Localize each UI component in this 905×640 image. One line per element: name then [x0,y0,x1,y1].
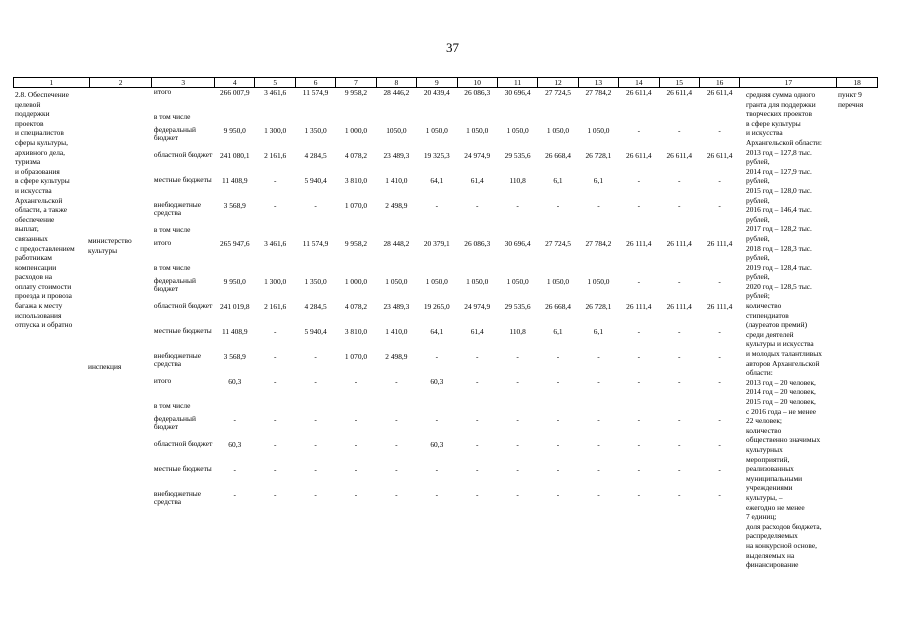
amount-cell: - [637,351,641,361]
column-header: 9 [417,78,457,88]
amount-cell [578,226,618,239]
amount-cell: 1 000,0 [344,276,368,286]
amount-cell: 11 408,9 [221,326,248,336]
amount-cell: 3 461,6 [264,238,287,248]
amount-cell [699,113,739,126]
column-header: 13 [578,78,618,88]
amount-cell: - [637,125,641,135]
amount-cell: 3 461,6 [264,88,287,97]
column-header: 16 [699,78,739,88]
funding-source: областной бюджет [153,300,213,310]
amount-cell: 64,1 [430,326,444,336]
amount-cell: - [273,439,277,449]
amount-cell [376,113,416,126]
amount-cell: - [475,439,479,449]
funding-source: в том числе [153,400,191,410]
amount-cell [699,226,739,239]
amount-cell: 19 265,0 [423,301,450,311]
amount-cell: - [475,376,479,386]
amount-cell: - [273,414,277,424]
amount-cell [699,402,739,415]
column-header: 8 [376,78,416,88]
amount-cell: 64,1 [430,175,444,185]
amount-cell: 241 080,1 [219,150,250,160]
column-header: 4 [215,78,255,88]
amount-cell [376,264,416,277]
column-header: 6 [295,78,335,88]
column-header: 12 [538,78,578,88]
amount-cell [497,264,537,277]
amount-cell: 20 439,4 [423,88,450,97]
amount-cell: 20 379,1 [423,238,450,248]
amount-cell [699,264,739,277]
amount-cell [538,226,578,239]
amount-cell: 1 050,0 [546,125,570,135]
amount-cell [336,113,376,126]
amount-cell: 4 284,5 [304,150,327,160]
amount-cell: 1 070,0 [344,351,368,361]
amount-cell [578,402,618,415]
amount-cell [538,402,578,415]
amount-cell [538,113,578,126]
amount-cell: 1 050,0 [546,276,570,286]
amount-cell [457,113,497,126]
amount-cell: 3 810,0 [344,326,368,336]
amount-cell: 24 974,9 [464,301,491,311]
column-header: 1 [14,78,90,88]
amount-cell [457,226,497,239]
funding-source: областной бюджет [153,438,213,448]
amount-cell: 9 958,2 [344,88,368,97]
amount-cell: 2 498,9 [385,200,408,210]
amount-cell: 1 050,0 [466,276,489,286]
amount-cell [295,402,335,415]
amount-cell: - [597,489,600,499]
amount-cell: - [354,464,358,474]
amount-cell: 6,1 [593,175,604,185]
amount-cell: 1 050,0 [587,125,610,135]
amount-cell: 26 086,3 [464,88,491,97]
amount-cell: - [678,464,681,474]
amount-cell [295,226,335,239]
amount-cell: - [233,464,236,474]
amount-cell [255,264,295,277]
column-header: 17 [740,78,837,88]
amount-cell: 1 350,0 [304,276,327,286]
column-header: 14 [619,78,659,88]
amount-cell: 23 489,3 [383,150,410,160]
amount-cell [497,226,537,239]
amount-cell: 11 408,9 [221,175,248,185]
amount-cell: - [354,414,358,424]
amount-cell: 5 940,4 [304,326,327,336]
amount-cell: 6,1 [593,326,604,336]
amount-cell: 23 489,3 [383,301,410,311]
funding-source: в том числе [153,262,191,272]
amount-cell [215,226,255,239]
amount-cell: 110,8 [509,326,526,336]
amount-cell: - [273,200,277,210]
amount-cell [295,113,335,126]
amount-cell [497,113,537,126]
amount-cell [417,402,457,415]
amount-cell: 28 446,2 [383,88,410,97]
amount-cell: - [354,489,358,499]
amount-cell: 4 284,5 [304,301,327,311]
target-indicators: средняя сумма одного гранта для поддержки творческих проектов в сфере культуры и искусства Архангельской области: 2013 год – 127,8 тыс. рублей, 2014 год – 127,9 тыс. рублей, 2015 год – 128,0 тыс. рублей, 2016 год – 146,4 тыс. рублей, 2017 год – 128,2 тыс. рублей, 2018 год – 128,3 тыс. рублей, 2019 год – 128,4 тыс. рублей, 2020 год – 128,5 тыс. рублей; количество стипендиатов (лауреатов премий) среди деятелей культуры и искусства и молодых талантливых авторов Архангельской области: 2013 год – 20 человек, 2014 год – 20 человек, 2015 год – 20 человек, с 2016 года – не менее 22 человек; количество общественно значимых культурных мероприятий, реализованных муниципальными учреждениями культуры, – ежегодно не менее 7 единиц; доля расходов бюджета, распределяемых на конкурсной основе, выделяемых на финансирование [746,90,822,570]
amount-cell: 60,3 [430,439,444,449]
amount-cell: 26 668,4 [545,301,571,311]
amount-cell: 60,3 [430,376,444,386]
amount-cell: - [678,276,681,286]
amount-cell: 1 410,0 [385,175,408,185]
amount-cell: 24 974,9 [464,150,491,160]
amount-cell: 2 498,9 [385,351,408,361]
amount-cell: 9 950,0 [223,125,246,135]
amount-cell: 26 611,4 [706,88,733,97]
funding-source: внебюджетные средства [153,488,202,506]
page-number: 37 [446,40,459,55]
amount-cell: 27 784,2 [585,88,612,97]
amount-cell [336,264,376,277]
amount-cell: 1 300,0 [264,125,287,135]
amount-cell: - [597,464,600,474]
amount-cell: - [395,489,398,499]
list-item-reference: пункт 9 перечня [838,90,864,109]
funding-source: в том числе [153,111,191,121]
amount-cell: - [395,439,398,449]
funding-source: местные бюджеты [153,325,212,335]
amount-cell: 4 078,2 [344,301,368,311]
amount-cell: - [395,414,398,424]
amount-cell: - [516,489,519,499]
amount-cell: - [678,376,681,386]
amount-cell: - [395,376,398,386]
amount-cell: 110,8 [509,175,526,185]
amount-cell: - [233,489,236,499]
amount-cell: - [556,439,560,449]
amount-cell: - [678,125,681,135]
funding-source: итого [153,87,172,96]
amount-cell [215,264,255,277]
amount-cell: - [597,351,600,361]
amount-cell: - [597,376,600,386]
amount-cell [417,264,457,277]
amount-cell: - [475,200,479,210]
column-header: 10 [457,78,497,88]
amount-cell [255,226,295,239]
amount-cell: - [314,351,317,361]
amount-cell: - [637,414,641,424]
amount-cell: 1050,0 [386,125,407,135]
amount-cell: 3 568,9 [223,351,246,361]
amount-cell: - [516,439,519,449]
column-header: 11 [497,78,537,88]
executor-name: инспекция [88,362,122,371]
amount-cell: 27 724,5 [545,88,571,97]
amount-cell: 265 947,6 [219,238,250,248]
amount-cell: - [597,200,600,210]
amount-cell [578,113,618,126]
amount-cell: 26 611,4 [626,88,652,97]
funding-source: федеральный бюджет [153,413,196,431]
amount-cell: 2 161,6 [264,301,287,311]
amount-cell: - [314,439,317,449]
amount-cell: - [314,200,317,210]
funding-source: внебюджетные средства [153,350,202,368]
amount-cell [538,264,578,277]
measure-description: 2.8. Обеспечение целевой поддержки проектов и специалистов сферы культуры, архивного дела, туризма и образования в сфере культуры и искусства Архангельской области, а также обеспечение выплат, связанных с предоставлением работникам компенсации расходов на оплату стоимости проезда и провоза багажа к месту использования отпуска и обратно [15,90,75,330]
amount-cell: - [354,376,358,386]
funding-source: внебюджетные средства [153,199,202,217]
amount-cell [336,226,376,239]
funding-source: федеральный бюджет [153,275,196,293]
funding-source: федеральный бюджет [153,124,196,142]
amount-cell: - [475,414,479,424]
amount-cell: - [556,351,560,361]
amount-cell: 241 019,8 [219,301,250,311]
column-header: 15 [659,78,699,88]
amount-cell: - [273,351,277,361]
amount-cell: 26 111,4 [666,238,692,248]
amount-cell: 26 611,4 [626,150,652,160]
amount-cell: 26 611,4 [666,88,693,97]
amount-cell: - [678,414,681,424]
amount-cell: - [718,125,721,135]
amount-cell: - [395,464,398,474]
amount-cell [457,402,497,415]
amount-cell [417,113,457,126]
amount-cell: - [718,414,721,424]
amount-cell: - [718,351,721,361]
amount-cell: 4 078,2 [344,150,368,160]
amount-cell: - [314,489,317,499]
amount-cell: - [273,464,277,474]
column-header: 2 [89,78,152,88]
amount-cell [659,264,699,277]
amount-cell: - [314,376,317,386]
amount-cell: 28 448,2 [383,238,410,248]
amount-cell: - [637,376,641,386]
amount-cell: - [678,439,681,449]
amount-cell: 26 111,4 [666,301,692,311]
amount-cell: - [435,489,439,499]
amount-cell: - [718,175,721,185]
amount-cell: 1 410,0 [385,326,408,336]
amount-cell: - [556,200,560,210]
amount-cell: - [678,175,681,185]
amount-cell: 9 950,0 [223,276,246,286]
amount-cell: - [597,414,600,424]
funding-source: областной бюджет [153,149,213,159]
amount-cell [255,402,295,415]
amount-cell: - [637,439,641,449]
amount-cell: 1 350,0 [304,125,327,135]
amount-cell: 1 050,0 [506,125,529,135]
amount-cell: - [314,414,317,424]
amount-cell: 266 007,9 [219,88,250,97]
amount-cell: 6,1 [553,326,563,336]
header-row [14,78,878,88]
amount-cell: - [637,175,641,185]
amount-cell: 30 696,4 [504,238,531,248]
amount-cell: 9 958,2 [344,238,368,248]
amount-cell: 60,3 [228,439,242,449]
amount-cell: 26 111,4 [626,238,652,248]
amount-cell: 1 050,0 [587,276,610,286]
amount-cell [417,226,457,239]
amount-cell: 1 050,0 [425,276,448,286]
column-header: 3 [152,78,215,88]
executor-name: министерство культуры [88,236,132,255]
amount-cell [578,264,618,277]
amount-cell [497,402,537,415]
amount-cell: 26 111,4 [706,301,733,311]
amount-cell: - [678,489,681,499]
amount-cell [619,402,659,415]
amount-cell: 61,4 [470,175,484,185]
amount-cell: - [597,439,600,449]
amount-cell: - [273,326,277,336]
amount-cell: - [233,414,236,424]
amount-cell [659,402,699,415]
amount-cell: - [516,200,519,210]
amount-cell: 6,1 [553,175,563,185]
amount-cell: - [718,276,721,286]
amount-cell: - [556,414,560,424]
amount-cell: - [516,376,519,386]
amount-cell [659,113,699,126]
amount-cell: - [678,351,681,361]
amount-cell: - [637,200,641,210]
amount-cell: 26 611,4 [666,150,693,160]
amount-cell [457,264,497,277]
funding-source: в том числе [153,224,191,234]
amount-cell: 1 050,0 [506,276,529,286]
amount-cell: - [516,464,519,474]
amount-cell: - [556,376,560,386]
amount-cell: - [718,200,721,210]
amount-cell: 29 535,6 [504,150,531,160]
funding-source: местные бюджеты [153,463,212,473]
amount-cell: 1 300,0 [264,276,287,286]
amount-cell [619,226,659,239]
amount-cell: - [637,326,641,336]
amount-cell: 29 535,6 [504,301,531,311]
column-header: 5 [255,78,295,88]
amount-cell: - [718,376,721,386]
amount-cell [376,402,416,415]
amount-cell [215,113,255,126]
amount-cell: - [718,326,721,336]
amount-cell: - [475,351,479,361]
amount-cell: 26 728,1 [585,301,612,311]
amount-cell: - [516,351,519,361]
amount-cell: - [637,489,641,499]
amount-cell [295,264,335,277]
amount-cell [619,113,659,126]
amount-cell: - [718,439,721,449]
amount-cell: 26 111,4 [626,301,652,311]
amount-cell: 11 574,9 [302,88,329,97]
amount-cell: - [556,464,560,474]
amount-cell: 27 724,5 [545,238,571,248]
amount-cell: 61,4 [470,326,484,336]
amount-cell: 2 161,6 [264,150,287,160]
amount-cell: 1 000,0 [344,125,368,135]
column-header: 7 [336,78,376,88]
amount-cell: 1 050,0 [385,276,408,286]
amount-cell: - [475,489,479,499]
funding-source: местные бюджеты [153,174,212,184]
amount-cell: - [435,464,439,474]
amount-cell [619,264,659,277]
amount-cell: 26 111,4 [706,238,733,248]
column-header: 18 [837,78,878,88]
funding-source: итого [153,237,172,247]
amount-cell: - [637,464,641,474]
amount-cell: 26 668,4 [545,150,571,160]
amount-cell: - [273,376,277,386]
amount-cell: - [314,464,317,474]
amount-cell: - [637,276,641,286]
amount-cell: 1 050,0 [425,125,448,135]
amount-cell: 26 728,1 [585,150,612,160]
amount-cell [336,402,376,415]
amount-cell [215,402,255,415]
amount-cell: - [678,200,681,210]
amount-cell: - [516,414,519,424]
amount-cell: - [718,489,721,499]
amount-cell: - [475,464,479,474]
amount-cell [376,226,416,239]
funding-source: итого [153,375,172,385]
amount-cell: - [556,489,560,499]
amount-cell: 11 574,9 [302,238,329,248]
amount-cell: - [718,464,721,474]
amount-cell: 1 050,0 [466,125,489,135]
amount-cell: 5 940,4 [304,175,327,185]
amount-cell: 3 810,0 [344,175,368,185]
amount-cell: 26 611,4 [706,150,733,160]
amount-cell: 30 696,4 [504,88,531,97]
amount-cell [255,113,295,126]
amount-cell: 60,3 [228,376,242,386]
amount-cell: - [435,200,439,210]
amount-cell: 19 325,3 [423,150,450,160]
amount-cell: - [678,326,681,336]
amount-cell: 27 784,2 [585,238,612,248]
amount-cell: - [435,351,439,361]
amount-cell: 1 070,0 [344,200,368,210]
amount-cell [659,226,699,239]
amount-cell: - [273,175,277,185]
amount-cell: - [354,439,358,449]
amount-cell: 26 086,3 [464,238,491,248]
amount-cell: - [273,489,277,499]
amount-cell: 3 568,9 [223,200,246,210]
amount-cell: - [435,414,439,424]
